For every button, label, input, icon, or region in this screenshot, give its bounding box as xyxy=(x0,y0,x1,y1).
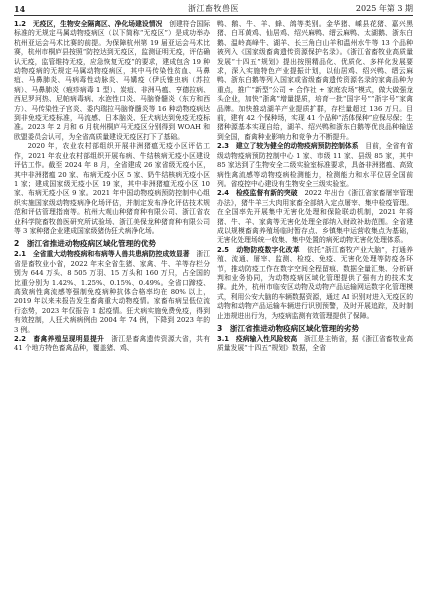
subsection-number: 3.1 xyxy=(217,335,230,343)
paragraph-text: 依托“浙江畜牧产业大脑”，打通养殖、流通、屠宰、监测、检疫、免疫、无害化处理等防疫各环节，推动防疫工作在数字空间全程留痕、数据全量汇集、分析研判和业务协同，为动物疫病区域化管理提供了强有力的技术支撑。此外，杭州市临安区动物及动物产品运输网运数字化管理模式，利用公安大脑的车辆数据资源，通过 AI 识别对进入无疫区的动物和动物产品运输车辆进行识别预警，及时开展追踪，及时制止违规进出行为，为疫病监测有效管理提供了保障。 xyxy=(217,245,413,320)
subsection-paragraph xyxy=(217,142,413,189)
subsection-paragraph xyxy=(217,246,413,321)
paragraph: 2020 年，农业农村部组织开展非洲猪瘟无疫小区评估工作，2021 年农业农村部组织开展布病、牛结核病无疫小区建设评估工作。截至 2024 年 8 月，全省建成 26 家省级无疫小区，其中非洲猪瘟 20 家、布病无疫小区 5 家、奶牛结核病无疫小区 1 家；建成国家级无疫小区 19 家，其中非洲猪瘟无疫小区 10 家、布病无疫小区 9 家。2021 年中国动物疫病预防控制中心组织实施国家级动物疫病净化场评估，并制定发布净化评估技术规范和评估管理指南等。杭州大观山种猪育种有限公司、浙江省农业科学院畜牧兽医研究所试验场、浙江美保龙种猪育种有限公司等 3 家种猪企业建成国家级猪伪狂犬病净化场。 xyxy=(14,142,210,235)
paragraph-text: 目前，全省有省级动物疫病预防控制中心 1 家、市级 11 家、县级 85 家，其中 85 家达到了生物安全二级实验室标准要求，具备非洲猪瘟、高致病性禽流感等动物疫病检测能力，检测能力和水平位居全国前列。省疫控中心建设有生物安全三级实验室。 xyxy=(217,142,413,188)
page-number: 14 xyxy=(14,4,26,14)
paragraph-text: 创建符合国际标准的无规定马属动物疫病区（以下简称“无疫区”）是成功举办杭州亚运会马术比赛的前提。为保障杭州第 19 届亚运会马术比赛，杭州市桐庐县按照“防控达到无疫区，监测证明无疫，评估确认无疫，监管维持无疫，应急恢复无疫”的要求，建成包含 19 种动物疫病的无规定马属动物疫病区，其中马传染性贫血、马鼻疽、马鼻肺炎、马病毒性动脉炎、马媾疫（伊氏锥虫病（苏拉病）、马鼻肺炎（疱疹病毒 1 型）、炭疽、非洲马瘟、亨德拉病、西尼罗河热、尼帕病毒病、水泡性口炎、马脑脊髓炎（东方和西方）、马传染性子宫炎、委内瑞拉马脑脊髓炎等 16 种动物疫病达到非免疫无疫标准，马流感、日本脑炎、狂犬病达到免疫无疫标准。2023 年 2 月和 6 月杭州桐庐马无疫区分别得到 WOAH 和欧盟委员会认可，为全省高质量建设无疫区打下了基础。 xyxy=(14,20,210,141)
right-column xyxy=(217,20,413,590)
subsection-heading: 畜禽养殖呈现明显提升 xyxy=(33,335,105,343)
paragraph-text: 浙江是畜禽遗传资源大省，共有 41 个地方特色畜禽品种，覆盖猪、鸡、 xyxy=(14,335,210,353)
journal-title: 浙江畜牧兽医 xyxy=(188,4,239,13)
subsection-number: 2.3 xyxy=(217,142,230,151)
subsection-paragraph xyxy=(217,335,413,354)
subsection-number: 2.1 xyxy=(14,250,27,259)
subsection-heading: 全省重大动物疫病和布病等人兽共患病防控成效显著 xyxy=(32,250,190,259)
subsection-number: 2.2 xyxy=(14,335,27,343)
paragraph-text: 浙江省是畜牧业小省，2022 年末全省生猪、家禽、牛、羊等存栏分别为 644 万头、8 505 万羽、15 万头和 160 万只，占全国的比重分别为 1.42%、1.25%、0.15%、0.49%。全省口蹄疫、高致病性禽流感等强制免疫病种抗体合格率均在 80% 以上，2019 年以来未报告发生畜禽重大动物疫情。家畜布病呈低位流行态势，2023 年仅报告 1 起疫情。狂犬病实施免费免疫，得到有效控制，人狂犬病病例由 2004 年 74 例，下降到 2023 年的 3 例。 xyxy=(14,250,210,334)
subsection-number: 1.2 xyxy=(14,20,27,28)
subsection-paragraph xyxy=(217,189,413,245)
subsection-heading: 动物防疫数字化改革 xyxy=(236,245,300,254)
subsection-heading: 无疫区，生物安全隔离区、净化场建设情况 xyxy=(32,20,163,28)
subsection-paragraph xyxy=(14,20,210,142)
paragraph-text: 2022 年出台《浙江省家畜屠宰管理办法》，猪牛羊三大肉用家畜全部纳入定点屠宰、集中检疫管理。在全国率先开展集中无害化处理和保险联动机制，2021 年将猪、牛、羊、家禽等无害化处理全部纳入财政补助范围。全省建成以规模畜禽养殖场临时暂存点、乡镇集中运营收集点为基础，无害化处理场统一收集、集中处置的病死动物无害化处理体系。 xyxy=(217,189,413,245)
paragraph-text: 浙江是主销省，据《浙江省畜牧业高质量发展“十四五”规划》数据，全省 xyxy=(217,335,413,353)
left-column xyxy=(14,20,210,590)
issue-label: 2025 年第 3 期 xyxy=(355,4,413,13)
subsection-heading: 疫病输入性风险较高 xyxy=(235,335,298,343)
section-heading: 2 浙江省推进动物疫病区域化管理的优势 xyxy=(14,239,156,249)
section-heading: 3 浙江省推进动物疫病区域化管理的劣势 xyxy=(217,324,359,333)
subsection-number: 2.5 xyxy=(217,245,230,254)
subsection-paragraph xyxy=(14,335,210,354)
subsection-paragraph xyxy=(14,250,210,335)
paragraph-continued: 鸭、鹅、牛、羊、蜂、鸽等类别。金华猪、嵊县花猪、嘉兴黑猪、白耳黄鸡、仙居鸡、绍兴麻鸭、缙云麻鸭、太湖鹅、浙东白鹅、温岭高峰牛、湖羊、长三角白山羊和温州水牛等 13 个品种被列入《国家级畜禽遗传资源保护名录》。《浙江省畜牧业高质量发展“十四五”规划》提出按照精品化、优质化、多样化发展要求，深入实施特色产业提振计划，以仙居鸡、绍兴鸭、缙云麻鸭、浙东白鹅等列入国家或省级畜禽遗传资源名录的家禽品种为重点，推广“新型”公司 + 合作社 + 家庭农场”模式，做大做强龙头企业，加快“浙禽”增量提质，培育一批“国字号”“浙字号”家禽品牌。加快推动湖羊产业提质扩群，存栏量超过 136 万只。目前，建有 42 个保种场，实现 41 个品种“活体保种”应保尽保；生猪种源基本实现自给，湖羊、绍兴鸭和浙东白鹅等优良品种输送到全国，畜禽种业影响力和竞争力不断提升。 xyxy=(217,20,413,141)
subsection-heading: 检疫监督有新的突破 xyxy=(235,189,298,198)
subsection-number: 2.4 xyxy=(217,189,230,198)
subsection-heading: 建立了较为健全的动物疫病预防控制体系 xyxy=(235,142,359,151)
running-header xyxy=(14,3,413,16)
